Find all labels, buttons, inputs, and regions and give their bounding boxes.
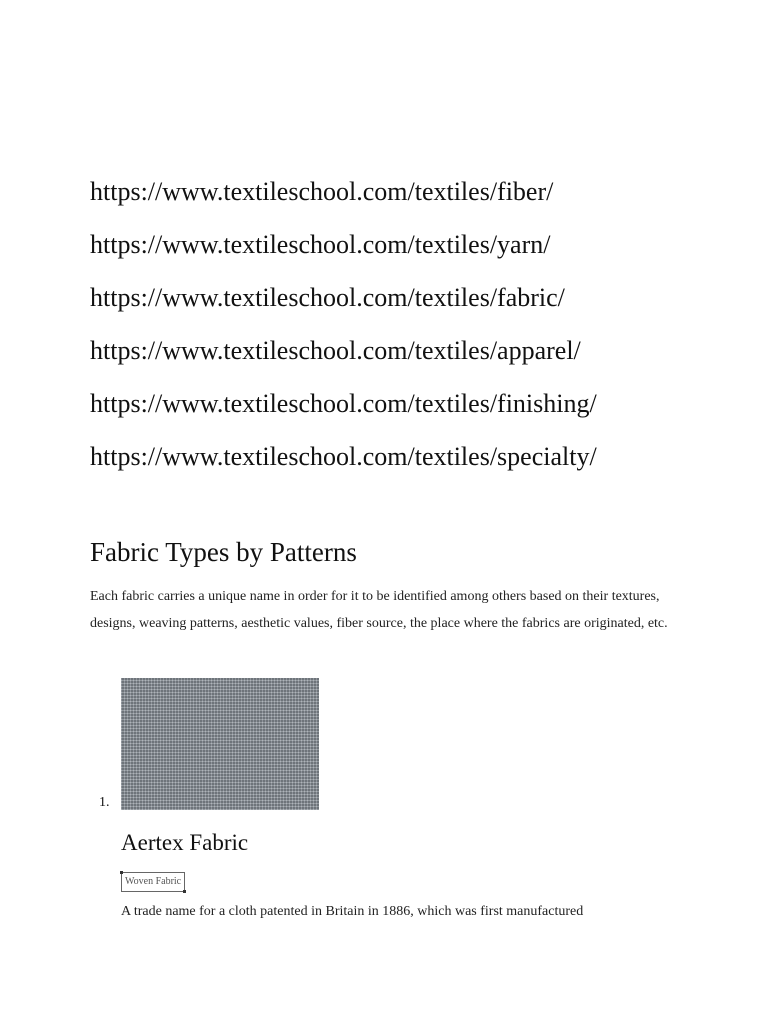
link-list: [90, 165, 730, 483]
item-title: Aertex Fabric: [121, 830, 249, 855]
link-yarn[interactable]: https://www.textileschool.com/textiles/yarn/: [90, 230, 551, 259]
section-title: Fabric Types by Patterns: [90, 537, 357, 567]
aertex-fabric-image: [121, 678, 319, 810]
link-fabric[interactable]: https://www.textileschool.com/textiles/fabric/: [90, 283, 565, 312]
category-tag[interactable]: Woven Fabric: [121, 872, 185, 892]
list-item-number: 1.: [99, 795, 110, 810]
link-finishing[interactable]: https://www.textileschool.com/textiles/finishing/: [90, 389, 597, 418]
link-fiber[interactable]: https://www.textileschool.com/textiles/fiber/: [90, 177, 554, 206]
item-description: A trade name for a cloth patented in Britain in 1886, which was first manufactured: [121, 904, 584, 919]
section-intro: Each fabric carries a unique name in order for it to be identified among others based on their textures, designs, weaving patterns, aesthetic values, fiber source, the place where the fabrics are originated, etc.: [90, 589, 668, 631]
link-apparel[interactable]: https://www.textileschool.com/textiles/apparel/: [90, 336, 581, 365]
link-specialty[interactable]: https://www.textileschool.com/textiles/specialty/: [90, 442, 597, 471]
